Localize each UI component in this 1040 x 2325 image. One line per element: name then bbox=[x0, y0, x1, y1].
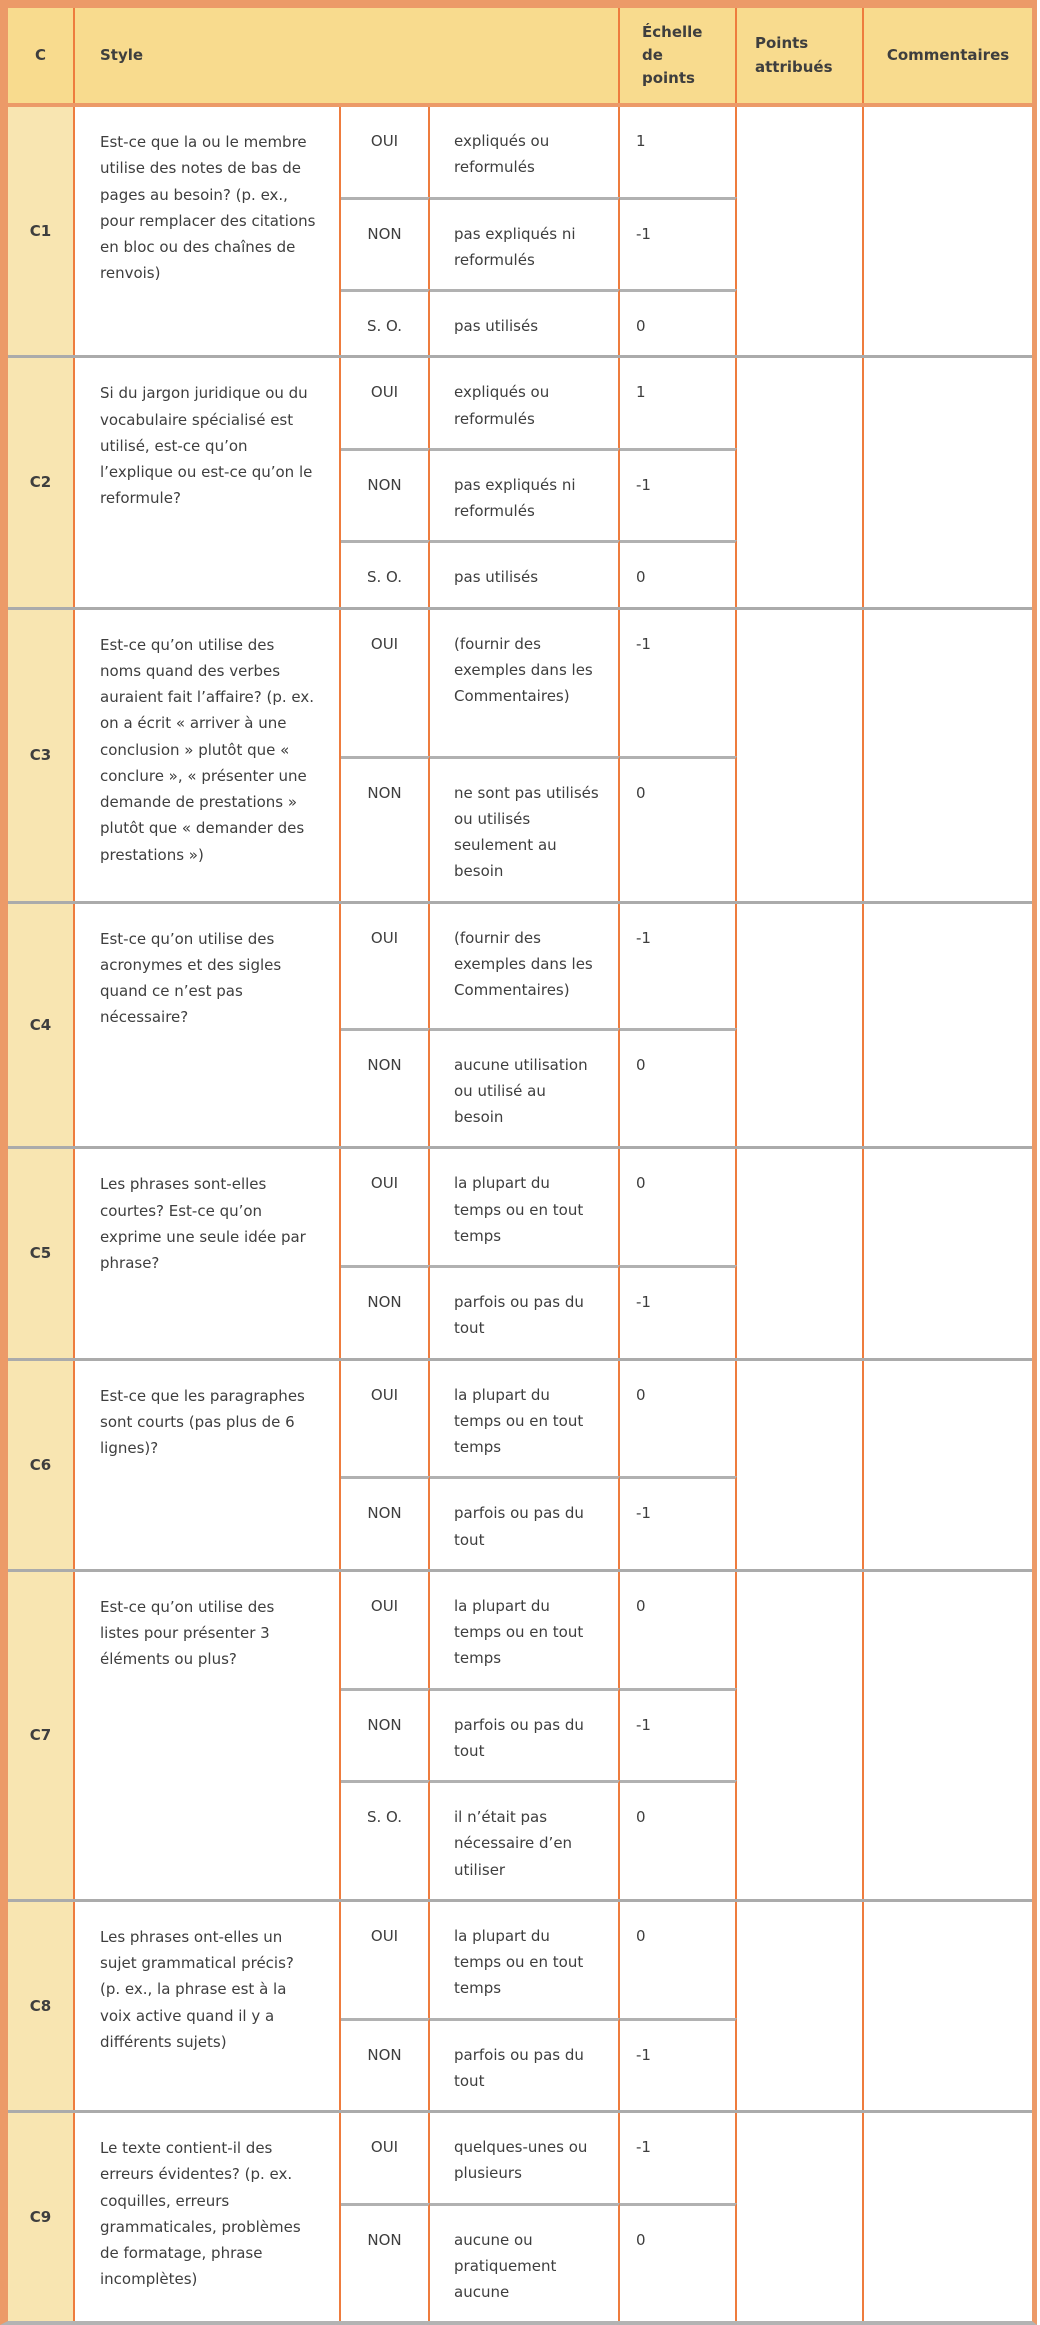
header-cell-style: Style bbox=[75, 8, 620, 103]
option-label: NON bbox=[341, 1028, 430, 1147]
option-label: OUI bbox=[341, 2113, 430, 2203]
scale-value: -1 bbox=[620, 2113, 737, 2203]
scale-value: -1 bbox=[620, 1265, 737, 1358]
criterion-row-C1 bbox=[8, 107, 1032, 355]
row-id: C6 bbox=[8, 1361, 75, 1569]
scale-value: -1 bbox=[620, 904, 737, 1028]
option-description: expliqués ou reformulés bbox=[430, 358, 620, 448]
option-label: NON bbox=[341, 197, 430, 290]
criterion-row-C9 bbox=[8, 2110, 1032, 2321]
option-description: aucune ou pratiquement aucune bbox=[430, 2203, 620, 2322]
question-text: Est-ce que les paragraphes sont courts (pas plus de 6 lignes)? bbox=[75, 1361, 341, 1569]
option-description: la plupart du temps ou en tout temps bbox=[430, 1572, 620, 1688]
row-id: C4 bbox=[8, 904, 75, 1147]
question-text: Les phrases sont-elles courtes? Est-ce qu’on exprime une seule idée par phrase? bbox=[75, 1149, 341, 1357]
option-label: OUI bbox=[341, 1361, 430, 1477]
row-id: C9 bbox=[8, 2113, 75, 2321]
scale-value: -1 bbox=[620, 197, 737, 290]
question-text: Est-ce que la ou le membre utilise des notes de bas de pages au besoin? (p. ex., pour remplacer des citations en bloc ou des chaînes de renvois) bbox=[75, 107, 341, 355]
option-description: expliqués ou reformulés bbox=[430, 107, 620, 197]
option-label: OUI bbox=[341, 1149, 430, 1265]
option-description: quelques-unes ou plusieurs bbox=[430, 2113, 620, 2203]
scale-value: 0 bbox=[620, 1149, 737, 1265]
points-attributed-cell bbox=[737, 904, 864, 1147]
row-id: C8 bbox=[8, 1902, 75, 2110]
option-label: S. O. bbox=[341, 289, 430, 355]
option-description: parfois ou pas du tout bbox=[430, 1476, 620, 1569]
comments-cell bbox=[864, 1902, 1032, 2110]
criterion-row-C8 bbox=[8, 1899, 1032, 2110]
option-label: NON bbox=[341, 2203, 430, 2322]
row-id: C3 bbox=[8, 610, 75, 901]
option-description: parfois ou pas du tout bbox=[430, 1688, 620, 1781]
header-cell-scale: Échelle de points bbox=[620, 8, 737, 103]
option-description: (fournir des exemples dans les Commentaires) bbox=[430, 610, 620, 756]
table-header bbox=[8, 8, 1032, 107]
option-label: OUI bbox=[341, 1902, 430, 2018]
question-text: Est-ce qu’on utilise des listes pour présenter 3 éléments ou plus? bbox=[75, 1572, 341, 1899]
option-label: OUI bbox=[341, 610, 430, 756]
option-description: pas utilisés bbox=[430, 540, 620, 606]
criterion-row-C7 bbox=[8, 1569, 1032, 1899]
option-label: NON bbox=[341, 756, 430, 901]
option-label: OUI bbox=[341, 107, 430, 197]
scale-value: 0 bbox=[620, 289, 737, 355]
comments-cell bbox=[864, 1572, 1032, 1899]
row-id: C2 bbox=[8, 358, 75, 606]
option-label: OUI bbox=[341, 1572, 430, 1688]
header-cell-c: C bbox=[8, 8, 75, 103]
row-id: C7 bbox=[8, 1572, 75, 1899]
option-description: la plupart du temps ou en tout temps bbox=[430, 1902, 620, 2018]
comments-cell bbox=[864, 107, 1032, 355]
points-attributed-cell bbox=[737, 1572, 864, 1899]
scale-value: 1 bbox=[620, 107, 737, 197]
header-cell-points: Points attribués bbox=[737, 8, 864, 103]
scale-value: 0 bbox=[620, 2203, 737, 2322]
comments-cell bbox=[864, 1149, 1032, 1357]
question-text: Si du jargon juridique ou du vocabulaire spécialisé est utilisé, est-ce qu’on l’explique ou est-ce qu’on le reformule? bbox=[75, 358, 341, 606]
criterion-row-C5 bbox=[8, 1146, 1032, 1357]
question-text: Est-ce qu’on utilise des acronymes et des sigles quand ce n’est pas nécessaire? bbox=[75, 904, 341, 1147]
option-description: pas expliqués ni reformulés bbox=[430, 197, 620, 290]
row-id: C5 bbox=[8, 1149, 75, 1357]
comments-cell bbox=[864, 2113, 1032, 2321]
option-label: S. O. bbox=[341, 1780, 430, 1899]
option-description: aucune utilisation ou utilisé au besoin bbox=[430, 1028, 620, 1147]
scale-value: 0 bbox=[620, 756, 737, 901]
header-cell-comments: Commentaires bbox=[886, 45, 1010, 64]
option-description: la plupart du temps ou en tout temps bbox=[430, 1361, 620, 1477]
criterion-row-C3 bbox=[8, 607, 1032, 901]
option-description: il n’était pas nécessaire d’en utiliser bbox=[430, 1780, 620, 1899]
comments-cell bbox=[864, 1361, 1032, 1569]
scale-value: -1 bbox=[620, 1476, 737, 1569]
scale-value: 0 bbox=[620, 1028, 737, 1147]
points-attributed-cell bbox=[737, 358, 864, 606]
criterion-row-C2 bbox=[8, 355, 1032, 606]
option-label: OUI bbox=[341, 358, 430, 448]
scale-value: -1 bbox=[620, 448, 737, 541]
option-description: ne sont pas utilisés ou utilisés seulement au besoin bbox=[430, 756, 620, 901]
scale-value: 0 bbox=[620, 1361, 737, 1477]
option-label: NON bbox=[341, 1476, 430, 1569]
points-attributed-cell bbox=[737, 1149, 864, 1357]
option-label: NON bbox=[341, 1688, 430, 1781]
comments-cell bbox=[864, 358, 1032, 606]
option-description: la plupart du temps ou en tout temps bbox=[430, 1149, 620, 1265]
criterion-row-C6 bbox=[8, 1358, 1032, 1569]
scale-value: 1 bbox=[620, 358, 737, 448]
points-attributed-cell bbox=[737, 2113, 864, 2321]
option-description: parfois ou pas du tout bbox=[430, 1265, 620, 1358]
points-attributed-cell bbox=[737, 1361, 864, 1569]
option-label: OUI bbox=[341, 904, 430, 1028]
scale-value: -1 bbox=[620, 1688, 737, 1781]
option-description: pas expliqués ni reformulés bbox=[430, 448, 620, 541]
question-text: Le texte contient-il des erreurs évidentes? (p. ex. coquilles, erreurs grammaticales, problèmes de formatage, phrase incomplètes) bbox=[75, 2113, 341, 2321]
criterion-row-C4 bbox=[8, 901, 1032, 1147]
comments-cell bbox=[864, 904, 1032, 1147]
points-attributed-cell bbox=[737, 610, 864, 901]
scale-value: 0 bbox=[620, 540, 737, 606]
option-description: parfois ou pas du tout bbox=[430, 2018, 620, 2111]
option-label: NON bbox=[341, 448, 430, 541]
option-label: NON bbox=[341, 2018, 430, 2111]
points-attributed-cell bbox=[737, 1902, 864, 2110]
option-description: pas utilisés bbox=[430, 289, 620, 355]
scale-value: -1 bbox=[620, 610, 737, 756]
question-text: Les phrases ont-elles un sujet grammatical précis? (p. ex., la phrase est à la voix active quand il y a différents sujets) bbox=[75, 1902, 341, 2110]
points-attributed-cell bbox=[737, 107, 864, 355]
scale-value: 0 bbox=[620, 1780, 737, 1899]
scale-value: 0 bbox=[620, 1902, 737, 2018]
option-label: S. O. bbox=[341, 540, 430, 606]
scale-value: -1 bbox=[620, 2018, 737, 2111]
option-label: NON bbox=[341, 1265, 430, 1358]
scale-value: 0 bbox=[620, 1572, 737, 1688]
comments-cell bbox=[864, 610, 1032, 901]
option-description: (fournir des exemples dans les Commentaires) bbox=[430, 904, 620, 1028]
table-body bbox=[8, 107, 1032, 2321]
row-id: C1 bbox=[8, 107, 75, 355]
question-text: Est-ce qu’on utilise des noms quand des verbes auraient fait l’affaire? (p. ex. on a écrit « arriver à une conclusion » plutôt que « conclure », « présenter une demande de prestations » plutôt que « demander des prestations ») bbox=[75, 610, 341, 901]
